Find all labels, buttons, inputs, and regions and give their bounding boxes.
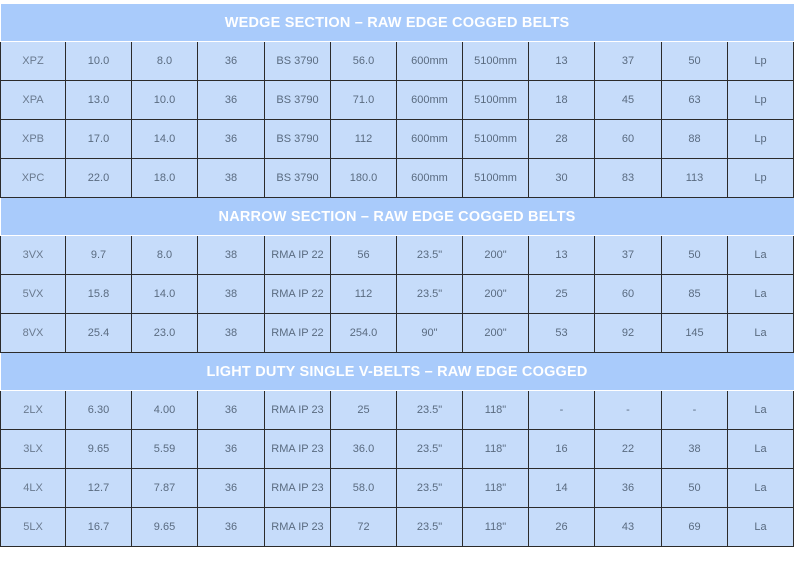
table-cell: 25.4: [66, 314, 132, 353]
table-cell: -: [595, 391, 662, 430]
table-cell: 36: [198, 391, 265, 430]
table-cell: 25: [529, 275, 595, 314]
table-cell: 4.00: [132, 391, 198, 430]
table-cell: 90": [397, 314, 463, 353]
table-cell: 23.0: [132, 314, 198, 353]
table-cell: 14.0: [132, 275, 198, 314]
section-title: NARROW SECTION – RAW EDGE COGGED BELTS: [1, 198, 794, 236]
table-cell: 50: [662, 469, 728, 508]
section-title: WEDGE SECTION – RAW EDGE COGGED BELTS: [1, 4, 794, 42]
section-title: LIGHT DUTY SINGLE V-BELTS – RAW EDGE COGGED: [1, 353, 794, 391]
table-cell: 50: [662, 236, 728, 275]
table-cell: 60: [595, 120, 662, 159]
table-cell: RMA IP 23: [265, 508, 331, 547]
table-cell: 38: [198, 236, 265, 275]
table-cell: RMA IP 22: [265, 275, 331, 314]
table-cell: 30: [529, 159, 595, 198]
belt-spec-table-container: [0, 4, 793, 547]
table-cell: BS 3790: [265, 81, 331, 120]
table-cell: 22: [595, 430, 662, 469]
table-cell: 5100mm: [463, 159, 529, 198]
table-cell: 16: [529, 430, 595, 469]
table-row: [1, 159, 794, 198]
table-cell: RMA IP 22: [265, 236, 331, 275]
table-cell: 600mm: [397, 42, 463, 81]
table-cell: La: [728, 469, 794, 508]
table-cell: 26: [529, 508, 595, 547]
table-cell: 37: [595, 236, 662, 275]
table-cell: 38: [662, 430, 728, 469]
table-cell: 23.5": [397, 236, 463, 275]
table-cell: La: [728, 391, 794, 430]
table-cell: La: [728, 508, 794, 547]
table-cell: 7.87: [132, 469, 198, 508]
table-cell: BS 3790: [265, 42, 331, 81]
table-cell: 14: [529, 469, 595, 508]
belt-section-code: 3VX: [1, 236, 66, 275]
belt-spec-table-body: [1, 4, 794, 547]
table-cell: 17.0: [66, 120, 132, 159]
table-cell: 88: [662, 120, 728, 159]
table-cell: 36: [198, 120, 265, 159]
table-cell: RMA IP 23: [265, 430, 331, 469]
table-row: [1, 469, 794, 508]
table-cell: 36: [198, 508, 265, 547]
table-cell: 180.0: [331, 159, 397, 198]
table-cell: 145: [662, 314, 728, 353]
table-cell: 60: [595, 275, 662, 314]
table-row: [1, 236, 794, 275]
table-cell: 18.0: [132, 159, 198, 198]
table-cell: BS 3790: [265, 159, 331, 198]
table-cell: 85: [662, 275, 728, 314]
table-cell: 23.5": [397, 275, 463, 314]
belt-section-code: XPZ: [1, 42, 66, 81]
table-cell: 56: [331, 236, 397, 275]
table-cell: 18: [529, 81, 595, 120]
table-cell: 15.8: [66, 275, 132, 314]
table-cell: 50: [662, 42, 728, 81]
belt-section-code: 8VX: [1, 314, 66, 353]
table-cell: 8.0: [132, 42, 198, 81]
belt-section-code: XPB: [1, 120, 66, 159]
belt-section-code: 2LX: [1, 391, 66, 430]
table-cell: 36: [198, 81, 265, 120]
section-header-row: [1, 353, 794, 391]
table-cell: 14.0: [132, 120, 198, 159]
table-cell: -: [662, 391, 728, 430]
table-cell: 9.65: [66, 430, 132, 469]
table-cell: RMA IP 23: [265, 391, 331, 430]
table-cell: La: [728, 314, 794, 353]
table-cell: 200": [463, 314, 529, 353]
table-cell: 38: [198, 159, 265, 198]
table-cell: 36: [198, 469, 265, 508]
table-cell: 5100mm: [463, 81, 529, 120]
table-row: [1, 275, 794, 314]
table-cell: 5.59: [132, 430, 198, 469]
table-cell: 118": [463, 430, 529, 469]
table-row: [1, 314, 794, 353]
table-cell: 254.0: [331, 314, 397, 353]
table-cell: 118": [463, 508, 529, 547]
table-cell: 200": [463, 275, 529, 314]
table-cell: 36: [198, 430, 265, 469]
table-cell: 69: [662, 508, 728, 547]
table-cell: 112: [331, 120, 397, 159]
table-cell: 92: [595, 314, 662, 353]
table-cell: 5100mm: [463, 42, 529, 81]
belt-section-code: 5LX: [1, 508, 66, 547]
table-cell: RMA IP 23: [265, 469, 331, 508]
table-row: [1, 81, 794, 120]
table-cell: 9.7: [66, 236, 132, 275]
table-cell: 63: [662, 81, 728, 120]
table-cell: 58.0: [331, 469, 397, 508]
table-cell: 10.0: [132, 81, 198, 120]
table-cell: 83: [595, 159, 662, 198]
table-cell: 10.0: [66, 42, 132, 81]
table-cell: 36: [198, 42, 265, 81]
table-cell: 72: [331, 508, 397, 547]
belt-section-code: 3LX: [1, 430, 66, 469]
table-cell: La: [728, 275, 794, 314]
table-cell: 16.7: [66, 508, 132, 547]
table-cell: 9.65: [132, 508, 198, 547]
table-cell: Lp: [728, 42, 794, 81]
section-header-row: [1, 4, 794, 42]
table-cell: RMA IP 22: [265, 314, 331, 353]
table-cell: 118": [463, 391, 529, 430]
table-cell: 113: [662, 159, 728, 198]
table-cell: 36.0: [331, 430, 397, 469]
table-cell: 600mm: [397, 81, 463, 120]
table-cell: 5100mm: [463, 120, 529, 159]
table-cell: 13: [529, 42, 595, 81]
table-cell: 43: [595, 508, 662, 547]
table-cell: 23.5": [397, 469, 463, 508]
table-cell: 28: [529, 120, 595, 159]
table-cell: 23.5": [397, 508, 463, 547]
table-cell: BS 3790: [265, 120, 331, 159]
table-row: [1, 391, 794, 430]
table-cell: 118": [463, 469, 529, 508]
table-cell: 8.0: [132, 236, 198, 275]
table-cell: 45: [595, 81, 662, 120]
table-row: [1, 42, 794, 81]
table-cell: 71.0: [331, 81, 397, 120]
table-cell: 37: [595, 42, 662, 81]
table-cell: 6.30: [66, 391, 132, 430]
table-cell: Lp: [728, 159, 794, 198]
table-cell: 36: [595, 469, 662, 508]
table-cell: 56.0: [331, 42, 397, 81]
table-cell: 25: [331, 391, 397, 430]
table-cell: -: [529, 391, 595, 430]
belt-spec-table: [0, 4, 794, 547]
table-cell: 600mm: [397, 159, 463, 198]
belt-section-code: XPA: [1, 81, 66, 120]
table-cell: 38: [198, 275, 265, 314]
table-cell: 13: [529, 236, 595, 275]
table-row: [1, 508, 794, 547]
table-cell: 53: [529, 314, 595, 353]
table-row: [1, 120, 794, 159]
table-cell: Lp: [728, 120, 794, 159]
table-row: [1, 430, 794, 469]
table-cell: 23.5": [397, 430, 463, 469]
belt-section-code: 4LX: [1, 469, 66, 508]
table-cell: 112: [331, 275, 397, 314]
table-cell: La: [728, 236, 794, 275]
table-cell: La: [728, 430, 794, 469]
table-cell: 600mm: [397, 120, 463, 159]
table-cell: 200": [463, 236, 529, 275]
belt-section-code: 5VX: [1, 275, 66, 314]
table-cell: 23.5": [397, 391, 463, 430]
table-cell: 13.0: [66, 81, 132, 120]
table-cell: 38: [198, 314, 265, 353]
table-cell: Lp: [728, 81, 794, 120]
belt-section-code: XPC: [1, 159, 66, 198]
section-header-row: [1, 198, 794, 236]
table-cell: 22.0: [66, 159, 132, 198]
table-cell: 12.7: [66, 469, 132, 508]
